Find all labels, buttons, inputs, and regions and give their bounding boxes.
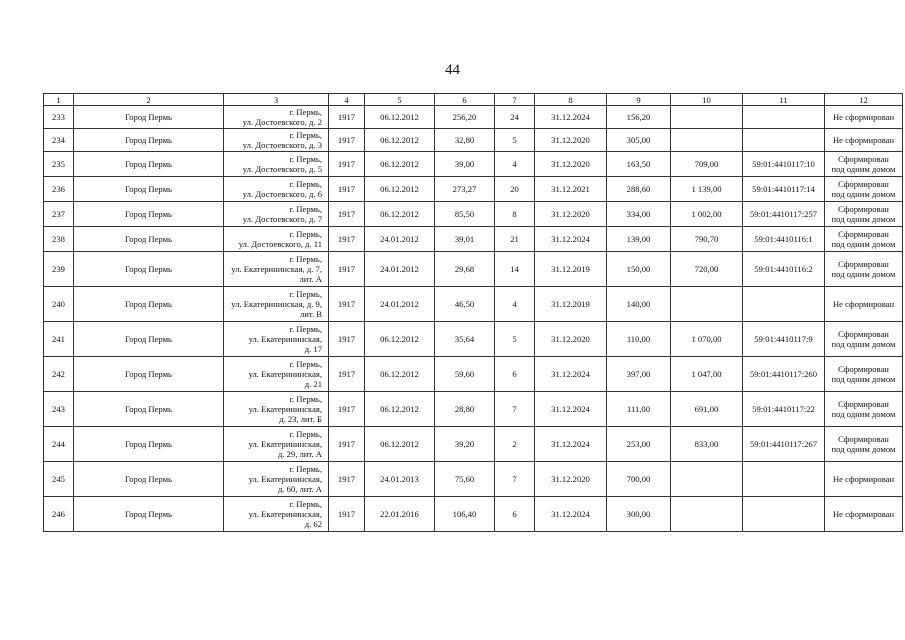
- cell-col-9: 253,00: [607, 427, 671, 462]
- cell-col-8: 31.12.2019: [535, 252, 607, 287]
- table-row: [44, 427, 903, 462]
- cell-col-1: 236: [44, 177, 74, 202]
- cell-col-4: 1917: [329, 392, 365, 427]
- cell-line: Не сформирован: [832, 112, 895, 122]
- cell-col-10: [671, 497, 743, 532]
- table-row: [44, 322, 903, 357]
- cell-col-2: Город Пермь: [74, 129, 224, 152]
- cell-line: д. 23, лит. Б: [279, 414, 322, 424]
- cell-line: под одним домом: [831, 444, 896, 454]
- cell-col-3: [224, 202, 329, 227]
- table-row: [44, 177, 903, 202]
- cell-col-2: Город Пермь: [74, 252, 224, 287]
- column-header-7: 7: [495, 94, 535, 106]
- cell-col-7: 20: [495, 177, 535, 202]
- cell-col-9: 111,00: [607, 392, 671, 427]
- cell-line: Сформирован: [838, 179, 889, 189]
- cell-col-3: [224, 427, 329, 462]
- column-header-5: 5: [365, 94, 435, 106]
- cell-col-12: [825, 427, 903, 462]
- cell-line: г. Пермь,: [289, 359, 322, 369]
- cell-col-3: [224, 177, 329, 202]
- cell-col-8: 31.12.2021: [535, 177, 607, 202]
- cell-col-5: 06.12.2012: [365, 427, 435, 462]
- cell-col-6: 39,20: [435, 427, 495, 462]
- cell-line: г. Пермь,: [289, 229, 322, 239]
- cell-line: г. Пермь,: [289, 499, 322, 509]
- cell-col-9: 150,00: [607, 252, 671, 287]
- cell-line: Сформирован: [838, 204, 889, 214]
- cell-line: г. Пермь,: [289, 254, 322, 264]
- cell-line: ул. Достоевского, д. 2: [242, 117, 322, 127]
- cell-col-5: 06.12.2012: [365, 392, 435, 427]
- cell-col-4: 1917: [329, 252, 365, 287]
- cell-line: г. Пермь,: [289, 394, 322, 404]
- cell-col-2: Город Пермь: [74, 497, 224, 532]
- cell-col-4: 1917: [329, 497, 365, 532]
- cell-col-11: [743, 287, 825, 322]
- cell-col-12: [825, 227, 903, 252]
- cell-col-4: 1917: [329, 322, 365, 357]
- cell-col-6: 85,50: [435, 202, 495, 227]
- cell-line: лит. В: [299, 309, 322, 319]
- cell-col-7: 7: [495, 392, 535, 427]
- cell-line: г. Пермь,: [289, 107, 322, 117]
- cell-col-11: [743, 462, 825, 497]
- cell-col-8: 31.12.2024: [535, 427, 607, 462]
- cell-col-8: 31.12.2024: [535, 497, 607, 532]
- cell-col-5: 06.12.2012: [365, 129, 435, 152]
- cell-col-8: 31.12.2019: [535, 287, 607, 322]
- cell-col-10: [671, 129, 743, 152]
- cell-col-5: 24.01.2012: [365, 287, 435, 322]
- cell-line: ул. Екатерининская,: [248, 439, 322, 449]
- cell-col-4: 1917: [329, 287, 365, 322]
- cell-line: лит. А: [299, 274, 322, 284]
- cell-col-3: [224, 462, 329, 497]
- cell-line: г. Пермь,: [289, 429, 322, 439]
- column-header-3: 3: [224, 94, 329, 106]
- cell-line: г. Пермь,: [289, 130, 322, 140]
- cell-col-3: [224, 497, 329, 532]
- cell-col-6: 59,60: [435, 357, 495, 392]
- cell-line: Сформирован: [838, 229, 889, 239]
- cell-col-12: [825, 202, 903, 227]
- cell-line: д. 29, лит. А: [277, 449, 322, 459]
- cell-col-4: 1917: [329, 462, 365, 497]
- cell-line: Сформирован: [838, 364, 889, 374]
- cell-col-9: 139,00: [607, 227, 671, 252]
- cell-col-6: 35,64: [435, 322, 495, 357]
- column-header-10: 10: [671, 94, 743, 106]
- cell-line: под одним домом: [831, 269, 896, 279]
- page-number: 44: [445, 62, 460, 78]
- cell-line: ул. Достоевского, д. 5: [242, 164, 322, 174]
- cell-line: ул. Екатерининская,: [248, 474, 322, 484]
- table-row: [44, 497, 903, 532]
- cell-col-12: [825, 462, 903, 497]
- cell-line: г. Пермь,: [289, 464, 322, 474]
- cell-col-9: 156,20: [607, 106, 671, 129]
- cell-line: Не сформирован: [832, 135, 895, 145]
- cell-col-9: 700,00: [607, 462, 671, 497]
- cell-col-4: 1917: [329, 177, 365, 202]
- cell-line: Сформирован: [838, 154, 889, 164]
- cell-line: под одним домом: [831, 409, 896, 419]
- cell-col-2: Город Пермь: [74, 462, 224, 497]
- cell-col-4: 1917: [329, 357, 365, 392]
- cell-col-7: 4: [495, 152, 535, 177]
- cell-col-8: 31.12.2020: [535, 322, 607, 357]
- cell-col-7: 5: [495, 129, 535, 152]
- column-header-12: 12: [825, 94, 903, 106]
- cell-col-1: 240: [44, 287, 74, 322]
- cell-col-4: 1917: [329, 427, 365, 462]
- cell-line: ул. Екатерининская,: [248, 509, 322, 519]
- cell-col-8: 31.12.2024: [535, 357, 607, 392]
- table-row: [44, 202, 903, 227]
- cell-col-5: 06.12.2012: [365, 177, 435, 202]
- table-body: [44, 106, 903, 532]
- cell-line: ул. Екатерининская, д. 9,: [231, 299, 322, 309]
- cell-col-12: [825, 322, 903, 357]
- table-row: [44, 357, 903, 392]
- cell-col-3: [224, 357, 329, 392]
- table-row: [44, 152, 903, 177]
- cell-col-1: 245: [44, 462, 74, 497]
- cell-line: ул. Достоевского, д. 3: [242, 140, 322, 150]
- cell-col-7: 6: [495, 357, 535, 392]
- cell-col-10: 1 002,00: [671, 202, 743, 227]
- cell-line: д. 60, лит. А: [277, 484, 322, 494]
- table-row: [44, 252, 903, 287]
- cell-col-2: Город Пермь: [74, 427, 224, 462]
- cell-col-8: 31.12.2024: [535, 392, 607, 427]
- cell-col-3: [224, 252, 329, 287]
- cell-line: Сформирован: [838, 259, 889, 269]
- cell-col-2: Город Пермь: [74, 106, 224, 129]
- column-header-6: 6: [435, 94, 495, 106]
- cell-col-10: 1 139,00: [671, 177, 743, 202]
- cell-col-12: [825, 152, 903, 177]
- cell-col-10: [671, 106, 743, 129]
- cell-col-10: 833,00: [671, 427, 743, 462]
- cell-col-4: 1917: [329, 227, 365, 252]
- table-row: [44, 287, 903, 322]
- cell-col-2: Город Пермь: [74, 152, 224, 177]
- registry-table: [43, 93, 903, 532]
- cell-col-3: [224, 152, 329, 177]
- column-header-11: 11: [743, 94, 825, 106]
- table-row: [44, 462, 903, 497]
- cell-col-11: 59:01:4410117:14: [743, 177, 825, 202]
- cell-line: под одним домом: [831, 189, 896, 199]
- cell-col-10: 720,00: [671, 252, 743, 287]
- cell-col-8: 31.12.2020: [535, 152, 607, 177]
- cell-col-6: 256,20: [435, 106, 495, 129]
- cell-col-2: Город Пермь: [74, 227, 224, 252]
- cell-line: Сформирован: [838, 329, 889, 339]
- column-header-2: 2: [74, 94, 224, 106]
- column-header-8: 8: [535, 94, 607, 106]
- cell-col-1: 238: [44, 227, 74, 252]
- cell-col-6: 32,80: [435, 129, 495, 152]
- cell-col-11: 59:01:4410117:257: [743, 202, 825, 227]
- cell-line: д. 21: [304, 379, 322, 389]
- cell-col-12: [825, 497, 903, 532]
- cell-col-11: 59:01:4410117:10: [743, 152, 825, 177]
- cell-col-1: 243: [44, 392, 74, 427]
- cell-col-1: 233: [44, 106, 74, 129]
- cell-col-1: 235: [44, 152, 74, 177]
- cell-col-2: Город Пермь: [74, 392, 224, 427]
- cell-col-1: 244: [44, 427, 74, 462]
- cell-col-4: 1917: [329, 152, 365, 177]
- cell-col-1: 246: [44, 497, 74, 532]
- cell-col-12: [825, 129, 903, 152]
- cell-col-6: 75,60: [435, 462, 495, 497]
- cell-col-12: [825, 252, 903, 287]
- cell-col-1: 237: [44, 202, 74, 227]
- cell-line: Сформирован: [838, 434, 889, 444]
- cell-col-12: [825, 287, 903, 322]
- cell-col-2: Город Пермь: [74, 202, 224, 227]
- cell-line: г. Пермь,: [289, 204, 322, 214]
- cell-line: д. 17: [304, 344, 322, 354]
- cell-col-10: [671, 287, 743, 322]
- cell-col-8: 31.12.2020: [535, 462, 607, 497]
- cell-col-1: 241: [44, 322, 74, 357]
- cell-col-8: 31.12.2020: [535, 202, 607, 227]
- cell-col-11: 59:01:4410117:22: [743, 392, 825, 427]
- cell-col-6: 273,27: [435, 177, 495, 202]
- cell-col-12: [825, 357, 903, 392]
- cell-col-1: 234: [44, 129, 74, 152]
- cell-line: ул. Екатерининская, д. 7,: [231, 264, 322, 274]
- cell-col-5: 24.01.2012: [365, 227, 435, 252]
- cell-col-11: [743, 129, 825, 152]
- cell-col-8: 31.12.2024: [535, 227, 607, 252]
- cell-col-7: 6: [495, 497, 535, 532]
- cell-line: Не сформирован: [832, 474, 895, 484]
- cell-col-5: 06.12.2012: [365, 357, 435, 392]
- cell-col-10: 709,00: [671, 152, 743, 177]
- cell-col-7: 14: [495, 252, 535, 287]
- cell-col-3: [224, 227, 329, 252]
- cell-col-6: 106,40: [435, 497, 495, 532]
- column-header-9: 9: [607, 94, 671, 106]
- cell-col-9: 140,00: [607, 287, 671, 322]
- cell-col-4: 1917: [329, 106, 365, 129]
- cell-col-11: 59:01:4410117:260: [743, 357, 825, 392]
- cell-col-9: 397,00: [607, 357, 671, 392]
- table-row: [44, 129, 903, 152]
- cell-line: под одним домом: [831, 164, 896, 174]
- table-row: [44, 392, 903, 427]
- cell-col-2: Город Пермь: [74, 357, 224, 392]
- cell-col-7: 24: [495, 106, 535, 129]
- cell-col-3: [224, 106, 329, 129]
- cell-line: ул. Достоевского, д. 7: [242, 214, 322, 224]
- cell-col-11: 59:01:4410117:9: [743, 322, 825, 357]
- cell-col-5: 06.12.2012: [365, 202, 435, 227]
- column-header-4: 4: [329, 94, 365, 106]
- cell-col-7: 21: [495, 227, 535, 252]
- cell-col-11: [743, 497, 825, 532]
- cell-col-5: 22.01.2016: [365, 497, 435, 532]
- cell-col-11: 59:01:4410116:2: [743, 252, 825, 287]
- cell-col-12: [825, 177, 903, 202]
- cell-col-7: 8: [495, 202, 535, 227]
- cell-col-9: 110,00: [607, 322, 671, 357]
- cell-col-7: 2: [495, 427, 535, 462]
- cell-col-2: Город Пермь: [74, 322, 224, 357]
- cell-col-6: 39,00: [435, 152, 495, 177]
- cell-line: ул. Екатерининская,: [248, 369, 322, 379]
- table-header-row: [44, 94, 903, 106]
- cell-col-7: 4: [495, 287, 535, 322]
- cell-line: Не сформирован: [832, 509, 895, 519]
- cell-col-6: 28,80: [435, 392, 495, 427]
- cell-col-3: [224, 322, 329, 357]
- cell-col-7: 7: [495, 462, 535, 497]
- cell-col-1: 239: [44, 252, 74, 287]
- cell-col-5: 06.12.2012: [365, 322, 435, 357]
- cell-line: под одним домом: [831, 239, 896, 249]
- cell-col-12: [825, 106, 903, 129]
- table-row: [44, 106, 903, 129]
- cell-col-8: 31.12.2020: [535, 129, 607, 152]
- cell-col-3: [224, 392, 329, 427]
- cell-col-3: [224, 129, 329, 152]
- cell-line: под одним домом: [831, 339, 896, 349]
- cell-col-5: 24.01.2012: [365, 252, 435, 287]
- cell-col-9: 334,00: [607, 202, 671, 227]
- cell-col-10: 1 070,00: [671, 322, 743, 357]
- cell-line: г. Пермь,: [289, 324, 322, 334]
- cell-col-8: 31.12.2024: [535, 106, 607, 129]
- cell-col-4: 1917: [329, 129, 365, 152]
- cell-col-9: 288,60: [607, 177, 671, 202]
- cell-line: под одним домом: [831, 374, 896, 384]
- cell-col-7: 5: [495, 322, 535, 357]
- cell-col-9: 305,00: [607, 129, 671, 152]
- cell-col-9: 163,50: [607, 152, 671, 177]
- cell-line: ул. Екатерининская,: [248, 404, 322, 414]
- column-header-1: 1: [44, 94, 74, 106]
- cell-col-6: 39,01: [435, 227, 495, 252]
- cell-col-2: Город Пермь: [74, 287, 224, 322]
- cell-col-5: 06.12.2012: [365, 152, 435, 177]
- cell-col-9: 300,00: [607, 497, 671, 532]
- cell-col-10: 691,00: [671, 392, 743, 427]
- cell-col-4: 1917: [329, 202, 365, 227]
- cell-col-11: 59:01:4410117:267: [743, 427, 825, 462]
- cell-col-6: 29,68: [435, 252, 495, 287]
- cell-col-10: [671, 462, 743, 497]
- cell-col-10: 1 047,00: [671, 357, 743, 392]
- table-row: [44, 227, 903, 252]
- cell-col-3: [224, 287, 329, 322]
- cell-line: ул. Достоевского, д. 11: [238, 239, 322, 249]
- cell-line: г. Пермь,: [289, 179, 322, 189]
- cell-col-5: 24.01.2013: [365, 462, 435, 497]
- cell-col-10: 790,70: [671, 227, 743, 252]
- cell-col-12: [825, 392, 903, 427]
- cell-col-5: 06.12.2012: [365, 106, 435, 129]
- cell-col-1: 242: [44, 357, 74, 392]
- cell-line: ул. Достоевского, д. 6: [242, 189, 322, 199]
- cell-line: д. 62: [304, 519, 322, 529]
- cell-line: г. Пермь,: [289, 289, 322, 299]
- cell-col-11: 59:01:4410116:1: [743, 227, 825, 252]
- cell-line: Не сформирован: [832, 299, 895, 309]
- cell-col-2: Город Пермь: [74, 177, 224, 202]
- cell-line: под одним домом: [831, 214, 896, 224]
- cell-line: Сформирован: [838, 399, 889, 409]
- cell-line: ул. Екатерининская,: [248, 334, 322, 344]
- cell-line: г. Пермь,: [289, 154, 322, 164]
- cell-col-11: [743, 106, 825, 129]
- cell-col-6: 46,50: [435, 287, 495, 322]
